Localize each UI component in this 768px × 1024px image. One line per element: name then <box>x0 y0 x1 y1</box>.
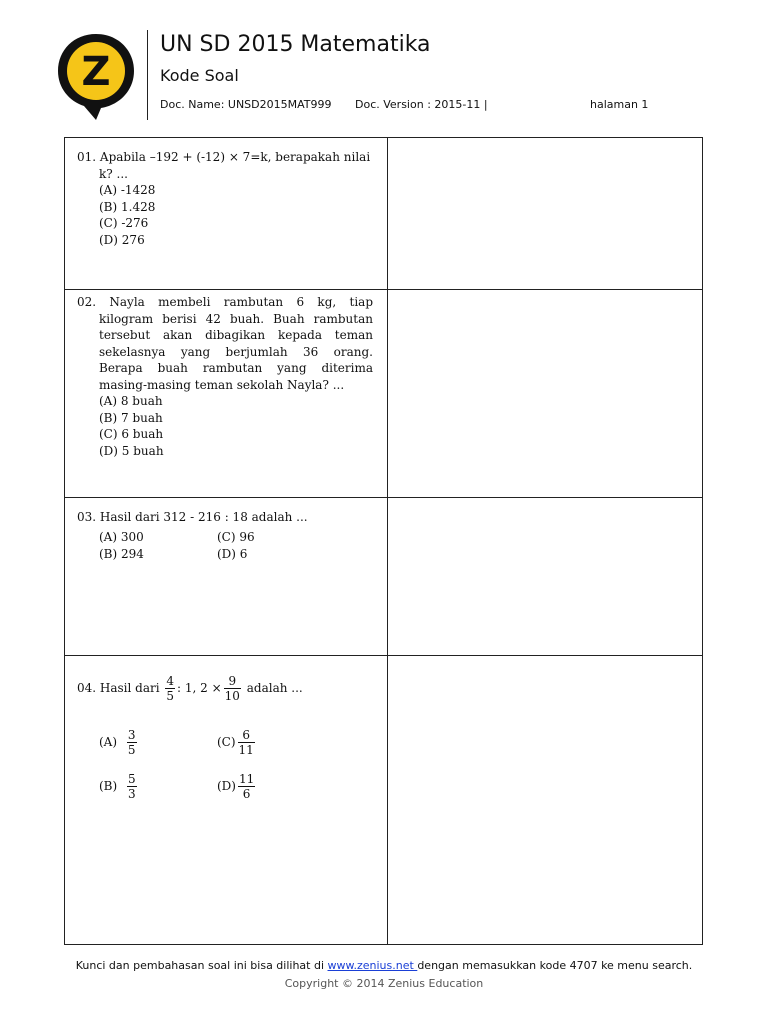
numerator: 4 <box>166 674 175 688</box>
question-table <box>64 137 703 945</box>
row-divider <box>65 655 702 656</box>
question-03 <box>77 509 373 569</box>
option-label: (A) <box>99 735 118 749</box>
numerator: 6 <box>238 728 255 743</box>
option-c: (C) 96 <box>217 530 255 544</box>
doc-version: Doc. Version : 2015-11 | <box>355 98 488 111</box>
numerator: 9 <box>224 674 241 689</box>
copyright: Copyright © 2014 Zenius Education <box>284 977 484 990</box>
fraction <box>238 772 255 801</box>
question-stem <box>77 674 373 703</box>
fraction <box>127 728 137 757</box>
option-b: (B) 294 <box>99 547 144 561</box>
doc-name: Doc. Name: UNSD2015MAT999 <box>160 98 332 111</box>
numerator: 3 <box>127 728 136 742</box>
numerator: 5 <box>128 772 136 786</box>
option-a: (A) 8 buah <box>99 394 163 408</box>
stem-suffix: adalah ... <box>246 681 303 695</box>
footer-note <box>0 959 768 972</box>
footer-text-end: dengan memasukkan kode 4707 ke menu search. <box>417 959 693 972</box>
page-number: halaman 1 <box>590 98 649 111</box>
question-04 <box>77 674 373 814</box>
numerator: 11 <box>238 772 255 786</box>
denominator: 5 <box>127 743 136 757</box>
option-a: (A) 300 <box>99 530 144 544</box>
expr-mid: : 1, 2 × <box>177 681 222 695</box>
option-a: (A) -1428 <box>99 183 156 197</box>
option-d: (D) 276 <box>99 232 145 247</box>
option-d: (D) 5 buah <box>99 443 164 458</box>
fraction <box>224 674 241 703</box>
question-02 <box>77 294 373 459</box>
logo-letter: Z <box>81 49 111 95</box>
option-b: (B) 1.428 <box>99 199 156 214</box>
option-label: (C) <box>217 735 236 749</box>
row-divider <box>65 497 702 498</box>
fraction <box>127 772 137 801</box>
stem-prefix: 04. Hasil dari <box>77 681 160 695</box>
option-label: (B) <box>99 779 118 793</box>
question-stem: 02. Nayla membeli rambutan 6 kg, tiap kilogram berisi 42 buah. Buah rambutan tersebut akan dibagikan kepada teman sekelasnya yang berjumlah 36 orang. Berapa buah rambutan yang diterima masing-masing teman sekolah Nayla? ... <box>77 295 373 392</box>
denominator: 5 <box>166 689 175 703</box>
denominator: 6 <box>242 787 251 801</box>
option-d: (D) 6 <box>217 547 248 561</box>
question-stem: 03. Hasil dari 312 - 216 : 18 adalah ... <box>77 510 308 524</box>
question-stem-cont: k? ... <box>99 166 128 181</box>
question-stem: 01. Apabila –192 + (-12) × 7=k, berapakah nilai <box>77 150 371 164</box>
question-01 <box>77 149 373 248</box>
option-b: (B) 7 buah <box>99 410 163 425</box>
option-b <box>99 772 139 801</box>
denominator: 11 <box>238 743 254 757</box>
zenius-link[interactable]: www.zenius.net <box>327 959 418 972</box>
row-divider <box>65 289 702 290</box>
denominator: 3 <box>128 787 136 801</box>
footer-text: Kunci dan pembahasan soal ini bisa dilihat di <box>75 959 328 972</box>
option-label: (D) <box>217 779 236 793</box>
page-title: UN SD 2015 Matematika <box>160 32 431 57</box>
option-d <box>217 772 257 801</box>
option-c: (C) -276 <box>99 216 149 230</box>
denominator: 10 <box>224 689 240 703</box>
page-subtitle: Kode Soal <box>160 66 239 85</box>
option-c <box>217 728 257 757</box>
option-c: (C) 6 buah <box>99 427 164 441</box>
zenius-logo <box>54 30 138 122</box>
fraction <box>165 674 175 703</box>
column-divider <box>387 138 388 944</box>
header-divider <box>147 30 148 120</box>
fraction <box>238 728 255 757</box>
option-a <box>99 728 139 757</box>
